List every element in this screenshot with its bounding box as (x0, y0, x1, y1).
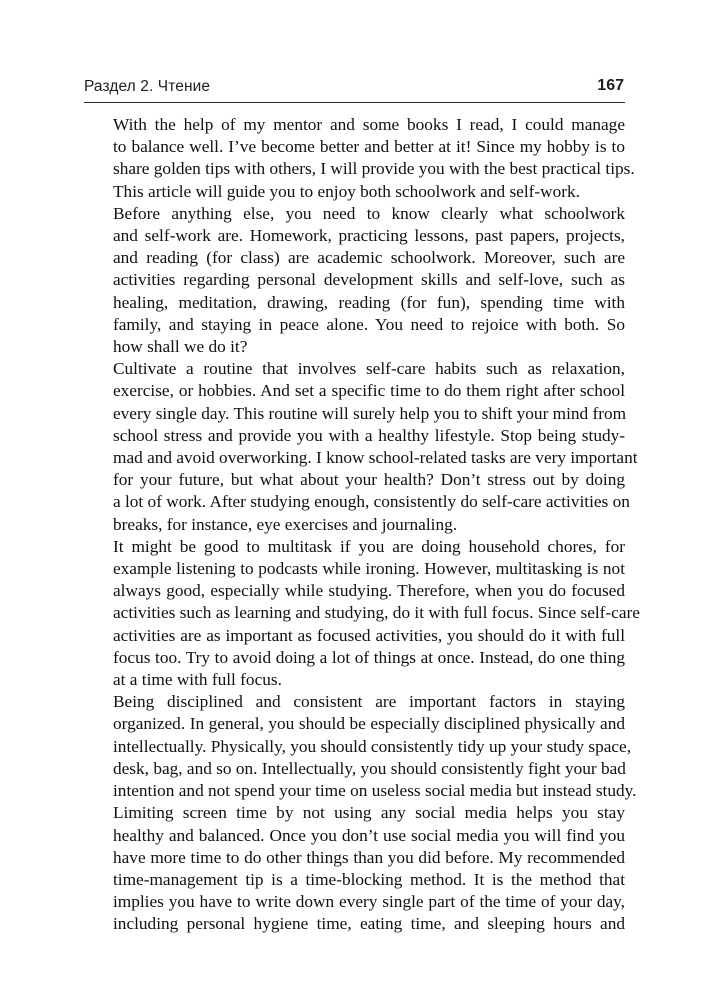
text-line: This article will guide you to enjoy both schoolwork and self-work. (113, 181, 580, 201)
text-line: family, and staying in peace alone. You need to rejoice with both. So (113, 314, 625, 334)
text-line: breaks, for instance, eye exercises and journaling. (113, 514, 458, 534)
text-line: including personal hygiene time, eating time, and sleeping hours and (113, 914, 625, 934)
text-line: activities such as learning and studying, do it with full focus. Since self-care (113, 603, 640, 623)
page-number: 167 (597, 77, 624, 94)
text-line: activities are as important as focused activities, you should do it with full (113, 625, 625, 645)
text-line: intellectually. Physically, you should consistently tidy up your study space, (113, 736, 632, 756)
text-line: for your future, but what about your health? Don’t stress out by doing (113, 470, 625, 490)
text-line: at a time with full focus. (113, 670, 282, 690)
text-line: Before anything else, you need to know clearly what schoolwork (113, 203, 625, 223)
text-line: Being disciplined and consistent are important factors in staying (113, 692, 625, 712)
text-line: Cultivate a routine that involves self-care habits such as relaxation, (113, 359, 625, 379)
text-line: share golden tips with others, I will provide you with the best practical tips. (113, 159, 635, 179)
text-line: to balance well. I’ve become better and better at it! Since my hobby is to (113, 137, 625, 157)
text-line: example listening to podcasts while ironing. However, multitasking is not (113, 559, 625, 579)
article-body (84, 114, 640, 936)
text-line: activities regarding personal development skills and self-love, such as (113, 270, 625, 290)
text-line: organized. In general, you should be especially disciplined physically and (113, 714, 625, 734)
text-line: have more time to do other things than you did before. My recommended (113, 847, 625, 867)
text-line: implies you have to write down every single part of the time of your day, (113, 892, 625, 912)
text-line: every single day. This routine will surely help you to shift your mind from (113, 403, 627, 423)
text-line: Limiting screen time by not using any social media helps you stay (113, 803, 625, 823)
text-line: how shall we do it? (113, 337, 248, 357)
text-line: and reading (for class) are academic schoolwork. Moreover, such are (113, 248, 625, 268)
paragraph-2 (84, 203, 625, 358)
paragraph-4 (84, 536, 640, 691)
paragraph-1 (84, 114, 635, 203)
text-line: a lot of work. After studying enough, consistently do self-care activities on (113, 492, 630, 512)
text-line: school stress and provide you with a healthy lifestyle. Stop being study- (113, 425, 625, 445)
text-line: exercise, or hobbies. And set a specific time to do them right after school (113, 381, 625, 401)
running-header (84, 76, 624, 98)
text-line: mad and avoid overworking. I know school-related tasks are very important (113, 448, 638, 468)
text-line: It might be good to multitask if you are doing household chores, for (113, 536, 625, 556)
text-line: With the help of my mentor and some books I read, I could manage (113, 115, 625, 134)
header-divider (84, 102, 625, 103)
text-line: focus too. Try to avoid doing a lot of things at once. Instead, do one thing (113, 647, 625, 667)
text-line: always good, especially while studying. Therefore, when you do focused (113, 581, 625, 601)
text-line: and self-work are. Homework, practicing lessons, past papers, projects, (113, 226, 625, 246)
text-line: healthy and balanced. Once you don’t use social media you will find you (113, 825, 625, 845)
text-line: intention and not spend your time on useless social media but instead study. (113, 781, 637, 801)
text-line: time-management tip is a time-blocking method. It is the method that (113, 869, 625, 889)
text-line: healing, meditation, drawing, reading (for fun), spending time with (113, 292, 625, 312)
paragraph-6 (84, 802, 625, 935)
paragraph-5 (84, 691, 637, 802)
paragraph-3 (84, 358, 638, 536)
section-title: Раздел 2. Чтение (84, 78, 211, 95)
text-line: desk, bag, and so on. Intellectually, you should consistently fight your bad (113, 758, 626, 778)
